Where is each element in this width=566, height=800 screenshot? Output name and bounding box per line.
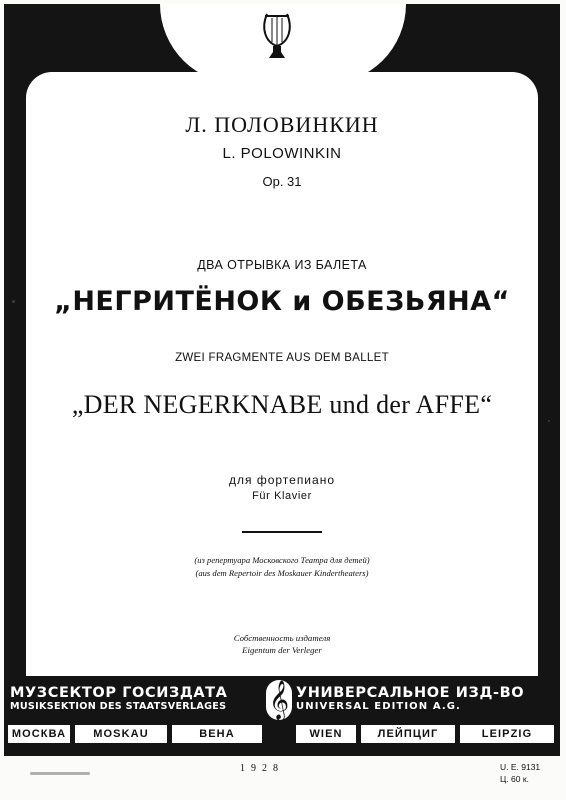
city-vena: ВЕНА bbox=[172, 725, 262, 743]
divider-rule bbox=[242, 531, 322, 533]
city-moskva: МОСКВА bbox=[8, 725, 70, 743]
city-leipzig: LEIPZIG bbox=[460, 725, 554, 743]
instrument-russian: для фортепиано bbox=[228, 473, 335, 487]
instrument-german: Für Klavier bbox=[252, 490, 312, 502]
paper-speck bbox=[548, 420, 550, 422]
repertoire-note-german: (aus dem Repertoir des Moskauer Kindertheaters) bbox=[195, 568, 369, 578]
property-note-german: Eigentum der Verleger bbox=[242, 645, 322, 655]
subtitle-russian: ДВА ОТРЫВКА ИЗ БАЛЕТА bbox=[197, 258, 367, 272]
paper-smudge bbox=[30, 772, 90, 775]
publisher-left-german: MUSIKSEKTION DES STAATSVERLAGES bbox=[10, 701, 227, 712]
price: Ц. 60 к. bbox=[500, 774, 529, 784]
paper-speck bbox=[12, 300, 15, 303]
city-moskau: MOSKAU bbox=[75, 725, 167, 743]
title-russian: „НЕГРИТЁНОК и ОБЕЗЬЯНА“ bbox=[54, 286, 510, 317]
property-note-russian: Собственность издателя bbox=[233, 633, 331, 643]
repertoire-note-russian: (из репертуара Московского Театра для детей) bbox=[194, 555, 370, 565]
treble-clef-icon: 𝄞 bbox=[268, 680, 290, 720]
publisher-left-russian: МУЗСЕКТОР ГОСИЗДАТА bbox=[10, 685, 228, 701]
author-name-russian: Л. ПОЛОВИНКИН bbox=[185, 112, 379, 137]
catalog-number: U. E. 9131 bbox=[500, 762, 541, 772]
publisher-right-german: UNIVERSAL EDITION A.G. bbox=[296, 701, 461, 712]
author-name-latin: L. POLOWINKIN bbox=[222, 145, 342, 162]
city-wien: WIEN bbox=[296, 725, 356, 743]
cover-panel bbox=[26, 72, 538, 676]
subtitle-german: ZWEI FRAGMENTE AUS DEM BALLET bbox=[175, 352, 389, 364]
lyre-emblem-icon bbox=[257, 6, 297, 66]
opus-number: Op. 31 bbox=[262, 174, 302, 189]
city-leiptsig: ЛЕЙПЦИГ bbox=[361, 725, 455, 743]
title-german: „DER NEGERKNABE und der AFFE“ bbox=[71, 390, 493, 419]
publication-year: 1928 bbox=[240, 763, 284, 774]
publisher-right-russian: УНИВЕРСАЛЬНОЕ ИЗД-ВО bbox=[296, 685, 525, 701]
